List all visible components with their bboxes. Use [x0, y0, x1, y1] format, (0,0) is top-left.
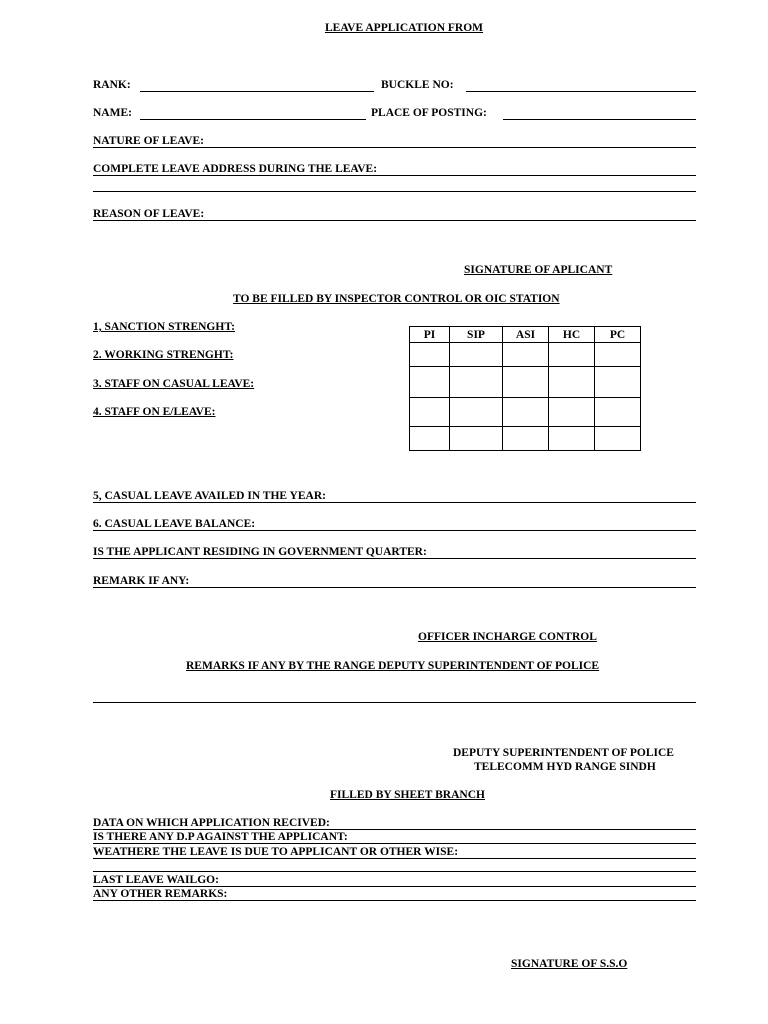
- date-received-label: DATA ON WHICH APPLICATION RECIVED:: [93, 817, 330, 829]
- remark-label: REMARK IF ANY:: [93, 575, 190, 587]
- inspector-section-heading: TO BE FILLED BY INSPECTOR CONTROL OR OIC STATION: [233, 293, 560, 305]
- table-cell[interactable]: [410, 367, 450, 398]
- leave-address-field-2[interactable]: [93, 191, 696, 192]
- table-row: [410, 367, 641, 398]
- place-of-posting-label: PLACE OF POSTING:: [371, 107, 487, 119]
- govt-quarter-label: IS THE APPLICANT RESIDING IN GOVERNMENT QUARTER:: [93, 546, 427, 558]
- reason-of-leave-field[interactable]: [93, 220, 696, 221]
- working-strength-label: 2. WORKING STRENGHT:: [93, 349, 234, 361]
- rank-label: RANK:: [93, 79, 131, 91]
- header-asi: ASI: [503, 327, 549, 343]
- table-cell[interactable]: [410, 343, 450, 367]
- name-label: NAME:: [93, 107, 132, 119]
- buckle-no-field[interactable]: [466, 91, 696, 92]
- buckle-no-label: BUCKLE NO:: [381, 79, 454, 91]
- header-pc: PC: [595, 327, 641, 343]
- officer-incharge-signature: OFFICER INCHARGE CONTROL: [418, 631, 597, 643]
- casual-leave-availed-label: 5, CASUAL LEAVE AVAILED IN THE YEAR:: [93, 490, 326, 502]
- other-remarks-field[interactable]: [93, 900, 696, 901]
- last-leave-label: LAST LEAVE WAILGO:: [93, 874, 219, 886]
- table-row: [410, 398, 641, 427]
- last-leave-field[interactable]: [93, 886, 696, 887]
- strength-table-header: [410, 327, 641, 343]
- dp-against-label: IS THERE ANY D.P AGAINST THE APPLICANT:: [93, 831, 348, 843]
- table-cell[interactable]: [503, 427, 549, 451]
- leave-due-label: WEATHERE THE LEAVE IS DUE TO APPLICANT OR OTHER WISE:: [93, 846, 459, 858]
- header-pi: PI: [410, 327, 450, 343]
- place-of-posting-field[interactable]: [503, 119, 696, 120]
- staff-e-leave-label: 4. STAFF ON E/LEAVE:: [93, 406, 216, 418]
- blank-line[interactable]: [93, 871, 696, 872]
- header-hc: HC: [549, 327, 595, 343]
- name-field[interactable]: [140, 119, 366, 120]
- table-cell[interactable]: [595, 427, 641, 451]
- table-row: [410, 343, 641, 367]
- table-cell[interactable]: [595, 343, 641, 367]
- table-cell[interactable]: [549, 343, 595, 367]
- sanction-strength-label: 1, SANCTION STRENGHT:: [93, 321, 235, 333]
- reason-of-leave-label: REASON OF LEAVE:: [93, 208, 205, 220]
- nature-of-leave-label: NATURE OF LEAVE:: [93, 135, 204, 147]
- casual-leave-balance-label: 6. CASUAL LEAVE BALANCE:: [93, 518, 256, 530]
- leave-address-field[interactable]: [93, 175, 696, 176]
- leave-address-label: COMPLETE LEAVE ADDRESS DURING THE LEAVE:: [93, 163, 378, 175]
- table-cell[interactable]: [503, 398, 549, 427]
- leave-due-field[interactable]: [93, 858, 696, 859]
- dsp-signature-line1: DEPUTY SUPERINTENDENT OF POLICE: [453, 747, 674, 759]
- staff-casual-leave-label: 3. STAFF ON CASUAL LEAVE:: [93, 378, 255, 390]
- casual-leave-availed-field[interactable]: [93, 502, 696, 503]
- applicant-signature: SIGNATURE OF APLICANT: [464, 264, 613, 276]
- sso-signature: SIGNATURE OF S.S.O: [511, 958, 628, 970]
- dsp-remarks-heading: REMARKS IF ANY BY THE RANGE DEPUTY SUPERINTENDENT OF POLICE: [186, 660, 600, 672]
- govt-quarter-field[interactable]: [93, 558, 696, 559]
- table-cell[interactable]: [503, 343, 549, 367]
- form-title: LEAVE APPLICATION FROM: [325, 22, 484, 34]
- rank-field[interactable]: [140, 91, 374, 92]
- other-remarks-label: ANY OTHER REMARKS:: [93, 888, 228, 900]
- casual-leave-balance-field[interactable]: [93, 530, 696, 531]
- table-cell[interactable]: [549, 367, 595, 398]
- header-sip: SIP: [450, 327, 503, 343]
- dsp-signature-line2: TELECOMM HYD RANGE SINDH: [474, 761, 656, 773]
- table-cell[interactable]: [410, 398, 450, 427]
- table-cell[interactable]: [503, 367, 549, 398]
- dp-against-field[interactable]: [93, 843, 696, 844]
- table-row: [410, 427, 641, 451]
- table-cell[interactable]: [450, 343, 503, 367]
- dsp-remarks-field[interactable]: [93, 702, 696, 703]
- table-cell[interactable]: [595, 398, 641, 427]
- sheet-branch-heading: FILLED BY SHEET BRANCH: [330, 789, 485, 801]
- date-received-field[interactable]: [93, 829, 696, 830]
- table-cell[interactable]: [450, 398, 503, 427]
- table-cell[interactable]: [410, 427, 450, 451]
- table-cell[interactable]: [595, 367, 641, 398]
- table-cell[interactable]: [450, 427, 503, 451]
- strength-table: [409, 326, 641, 451]
- remark-field[interactable]: [93, 587, 696, 588]
- nature-of-leave-field[interactable]: [93, 147, 696, 148]
- table-cell[interactable]: [549, 427, 595, 451]
- table-cell[interactable]: [549, 398, 595, 427]
- table-cell[interactable]: [450, 367, 503, 398]
